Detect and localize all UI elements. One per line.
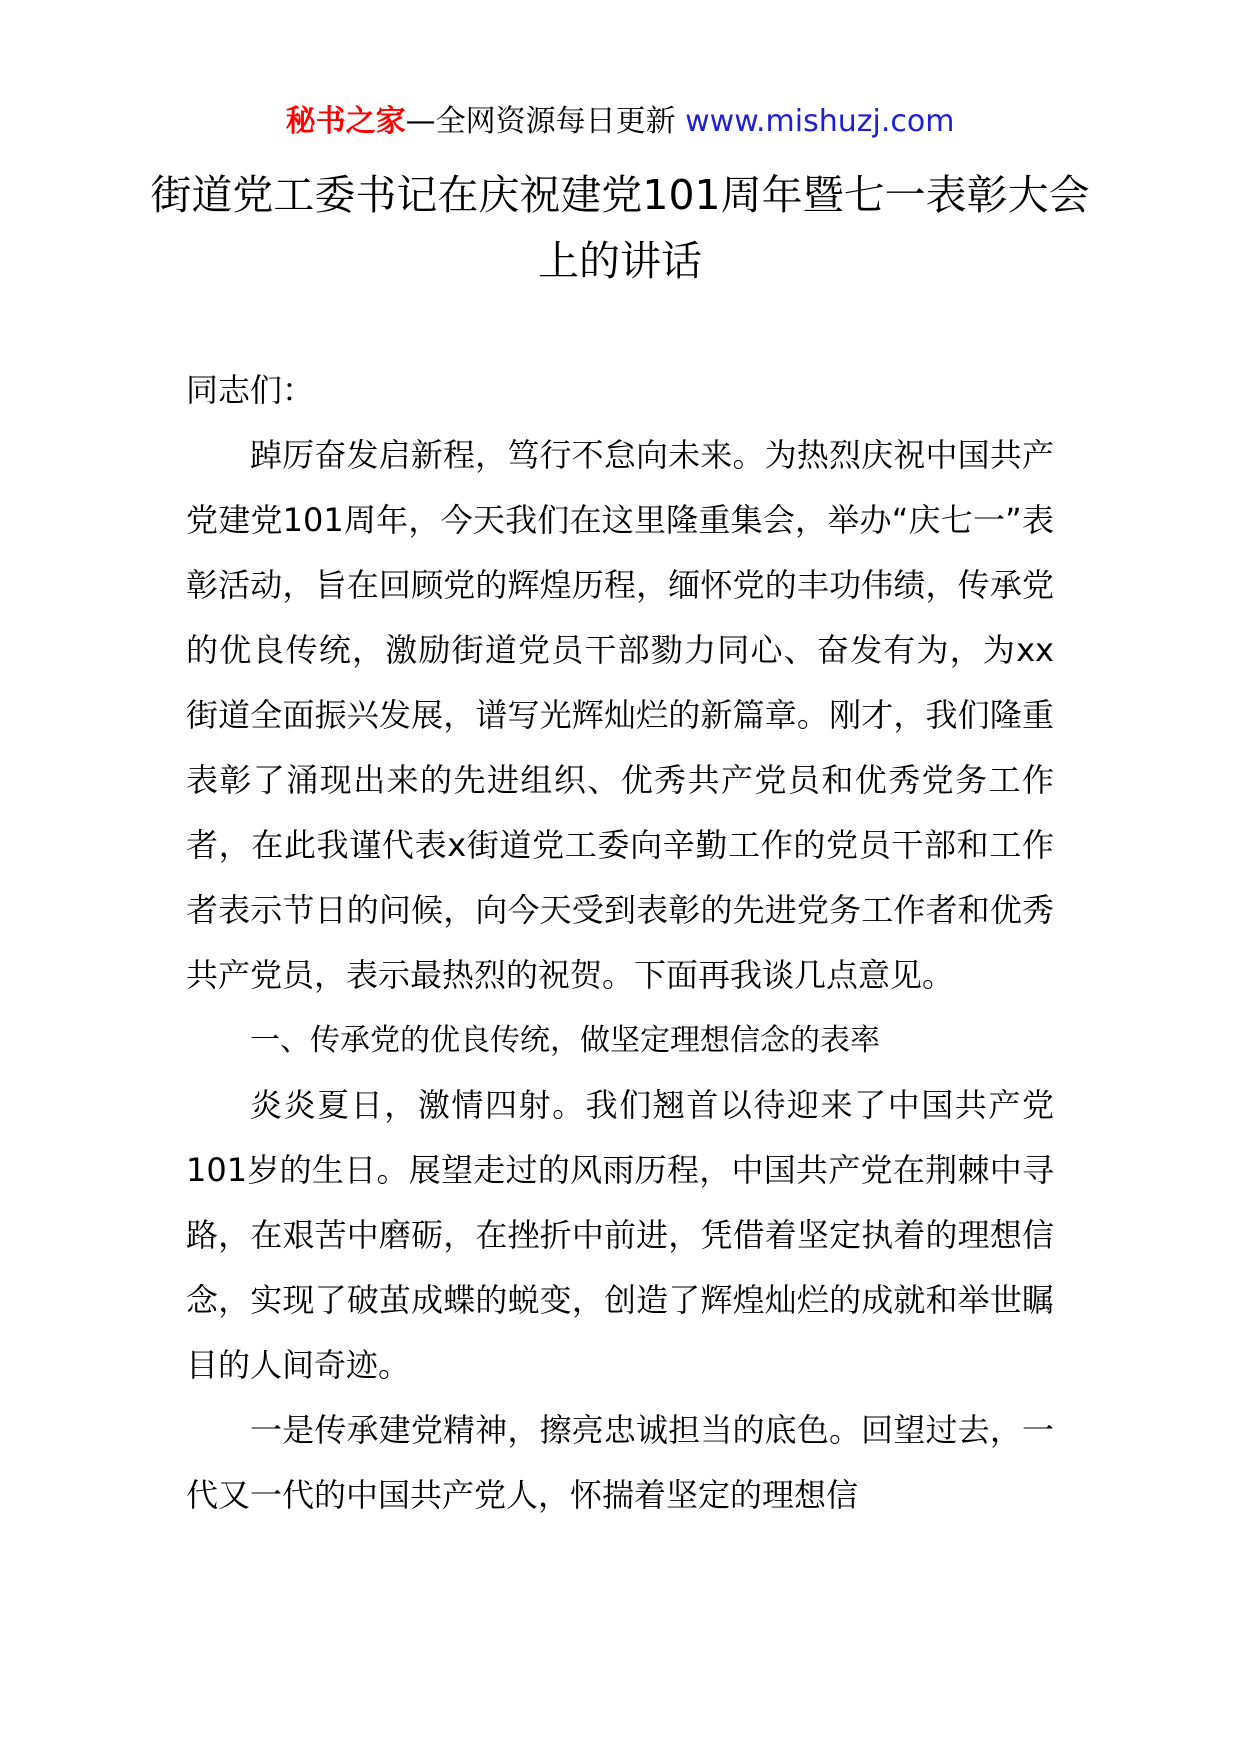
header-tagline: —全网资源每日更新 [405,104,676,139]
document-body [186,358,1054,1528]
paragraph: 炎炎夏日，激情四射。我们翘首以待迎来了中国共产党101岁的生日。展望走过的风雨历程，中国共产党在荆棘中寻路，在艰苦中磨砺，在挫折中前进，凭借着坚定执着的理想信念，实现了破茧成蝶的蜕变，创造了辉煌灿烂的成就和举世瞩目的人间奇迹。 [186,1086,1054,1384]
document-title: 街道党工委书记在庆祝建党101周年暨七一表彰大会上的讲话 [150,171,1090,285]
salutation: 同志们： [186,371,315,409]
section-heading: 一、传承党的优良传统，做坚定理想信念的表率 [250,1023,880,1058]
site-url-link[interactable]: www.mishuzj.com [685,104,955,139]
brand-name: 秘书之家 [285,104,406,139]
site-header [0,100,1240,144]
paragraph: 踔厉奋发启新程，笃行不怠向未来。为热烈庆祝中国共产党建党101周年，今天我们在这里隆重集会，举办“庆七一”表彰活动，旨在回顾党的辉煌历程，缅怀党的丰功伟绩，传承党的优良传统，激励街道党员干部勠力同心、奋发有为，为xx街道全面振兴发展，谱写光辉灿烂的新篇章。刚才，我们隆重表彰了涌现出来的先进组织、优秀共产党员和优秀党务工作者，在此我谨代表x街道党工委向辛勤工作的党员干部和工作者表示节日的问候，向今天受到表彰的先进党务工作者和优秀共产党员，表示最热烈的祝贺。下面再我谈几点意见。 [186,436,1054,994]
paragraph: 一是传承建党精神，擦亮忠诚担当的底色。回望过去，一代又一代的中国共产党人，怀揣着坚定的理想信 [186,1411,1054,1514]
